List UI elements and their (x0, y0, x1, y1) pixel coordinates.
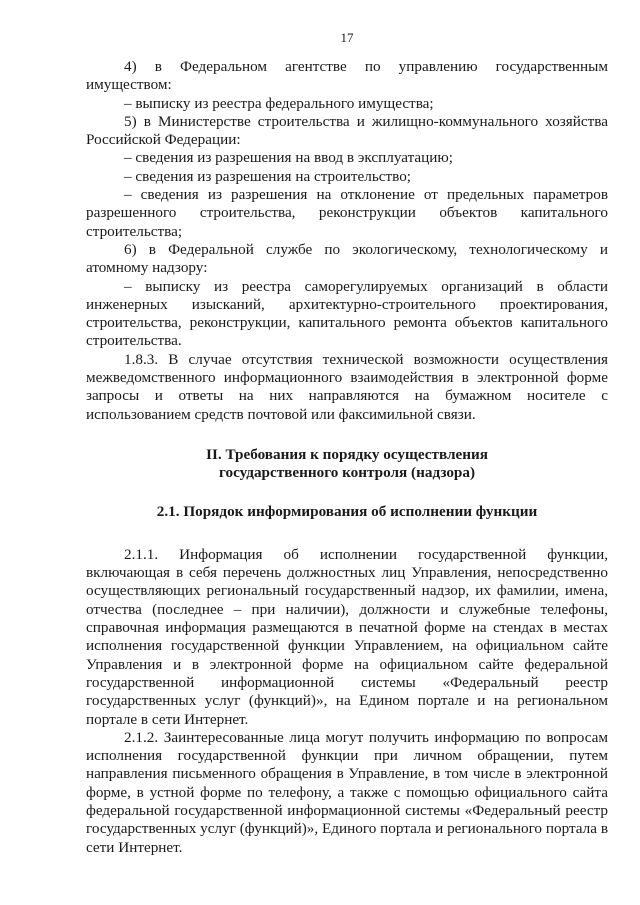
paragraph-item-6: 6) в Федеральной службе по экологическому, технологическому и атомному надзору: (86, 240, 608, 277)
subsection-heading: 2.1. Порядок информирования об исполнении функции (156, 502, 538, 520)
paragraph-1-8-3: 1.8.3. В случае отсутствия технической возможности осуществления межведомственного информационного взаимодействия в электронной форме запросы и ответы на них направляются на бумажном носителе с использованием средств почтовой или факсимильной связи. (86, 350, 608, 423)
bullet-federal-property-extract: – выписку из реестра федерального имущества; (124, 94, 434, 112)
page-number: 17 (340, 30, 354, 45)
paragraph-2-1-1: 2.1.1. Информация об исполнении государственной функции, включающая в себя перечень должностных лиц Управления, непосредственно осуществляющих региональный государственный надзор, их фамилии, имена, отчества (последнее – при наличии), должности и служебные телефоны, справочная информация размещаются в печатной форме на стендах в местах исполнения государственной функции Управлением, на официальном сайте Управления и в электронной форме на официальном сайте федеральной государственной информационной системы «Федеральный реестр государственных услуг (функций)», на Едином портале и на региональном портале в сети Интернет. (86, 545, 608, 728)
document-body (86, 58, 608, 857)
paragraph-2-1-2: 2.1.2. Заинтересованные лица могут получить информацию по вопросам исполнения государственной функции при личном обращении, путем направления письменного обращения в Управление, в том числе в электронной форме, в устной форме по телефону, а также с помощью официального сайта федеральной государственной информационной системы «Федеральный реестр государственных услуг (функций)», Единого портала и регионального портала в сети Интернет. (86, 728, 608, 856)
bullet-deviation-permit: – сведения из разрешения на отклонение от предельных параметров разрешенного строительства, реконструкции объектов капитального строительства; (86, 186, 608, 240)
bullet-commissioning-permit: – сведения из разрешения на ввод в эксплуатацию; (124, 149, 453, 167)
bullet-construction-permit: – сведения из разрешения на строительство; (124, 167, 412, 185)
bullet-sro-registry-extract: – выписку из реестра саморегулируемых организаций в области инженерных изысканий, архитектурно-строительного проектирования, строительства, реконструкции, капитального ремонта объектов капитального строительства. (86, 277, 608, 350)
paragraph-item-4: 4) в Федеральном агентстве по управлению государственным имуществом: (86, 58, 608, 94)
section-heading-line-1: II. Требования к порядку осуществления (206, 445, 488, 463)
paragraph-item-5: 5) в Министерстве строительства и жилищно-коммунального хозяйства Российской Федерации: (86, 112, 608, 149)
section-heading-line-2: государственного контроля (надзора) (218, 464, 476, 482)
